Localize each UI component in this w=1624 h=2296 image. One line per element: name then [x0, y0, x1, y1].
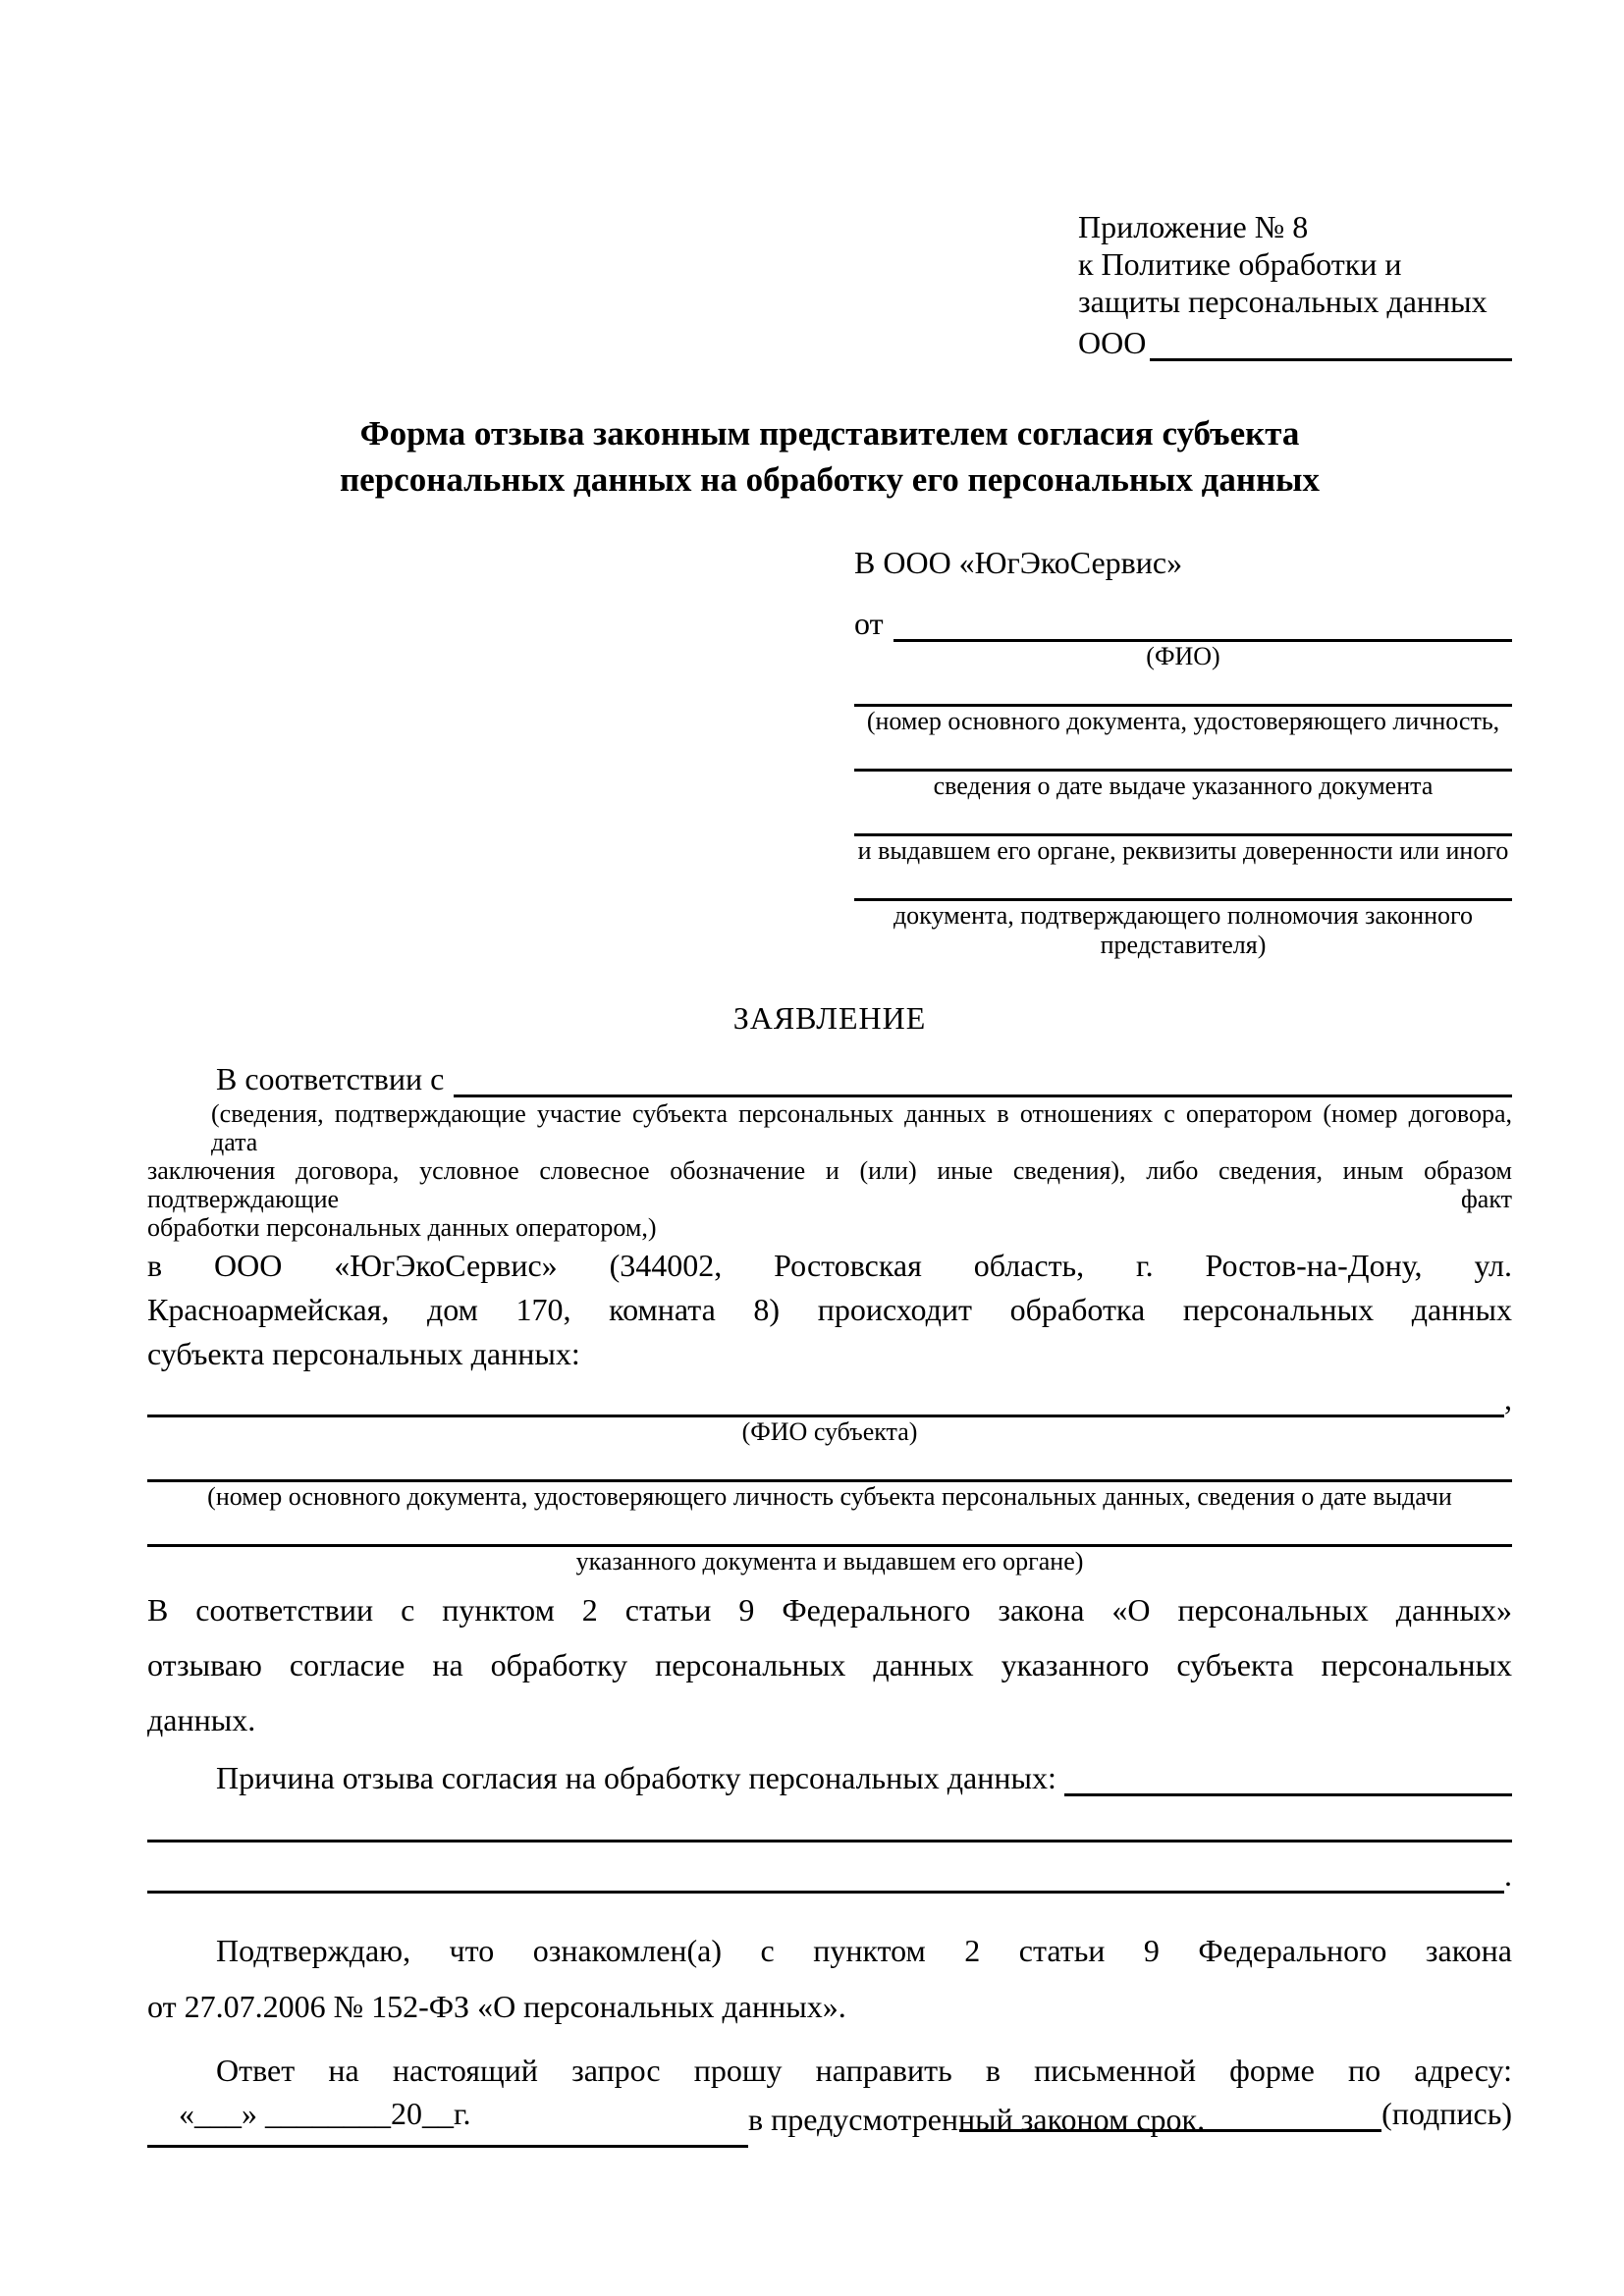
confirmation-paragraph	[147, 1923, 1512, 2035]
basis-note-line-1: (сведения, подтверждающие участие субъекта персональных данных в отношениях с оператором (номер договора, дата	[211, 1099, 1512, 1156]
addressee-block	[854, 544, 1512, 960]
appendix-line-2: к Политике обработки и	[1078, 246, 1402, 282]
appendix-line-3: защиты персональных данных	[1078, 284, 1488, 319]
statement-heading: ЗАЯВЛЕНИЕ	[732, 1000, 927, 1036]
withdrawal-paragraph	[147, 1582, 1512, 1747]
document-number-caption: (номер основного документа, удостоверяющего личность,	[866, 707, 1500, 735]
from-label: от	[854, 606, 884, 641]
ooo-label: ООО	[1078, 325, 1147, 360]
subject-name-caption: (ФИО субъекта)	[741, 1417, 918, 1446]
ooo-blank-line	[1150, 320, 1512, 361]
basis-note	[147, 1099, 1512, 1242]
issuing-authority-blank	[854, 801, 1512, 836]
reason-period: .	[1504, 1857, 1512, 1893]
fio-caption: (ФИО)	[1146, 642, 1220, 670]
signature-group	[959, 2096, 1512, 2132]
response-suffix: в предусмотренный законом срок.	[748, 2102, 1206, 2137]
page-title	[147, 410, 1512, 503]
issuing-authority-caption: и выдавшем его органе, реквизиты доверенности или иного	[857, 836, 1509, 865]
signature-blank-line	[959, 2096, 1381, 2132]
signature-footer	[147, 2089, 1512, 2132]
subject-name-row	[147, 1376, 1512, 1417]
subject-name-comma: ,	[1504, 1381, 1512, 1416]
subject-document-blank-2	[147, 1512, 1512, 1547]
confirmation-line-2: от 27.07.2006 № 152-ФЗ «О персональных данных».	[147, 1989, 846, 2024]
response-line-1: Ответ на настоящий запрос прошу направить в письменной форме по адресу:	[216, 2053, 1512, 2088]
reason-prefix: Причина отзыва согласия на обработку персональных данных:	[216, 1760, 1056, 1795]
addressee-to: В ООО «ЮгЭкоСервис»	[854, 545, 1183, 580]
basis-blank-line	[454, 1056, 1512, 1097]
reason-blank-3	[147, 1842, 1504, 1894]
appendix-line-1: Приложение № 8	[1078, 209, 1309, 244]
basis-note-line-2: заключения договора, условное словесное обозначение и (или) иные сведения), либо сведения, иным образом подтверждающие факт	[147, 1156, 1512, 1213]
page-title-line-2: персональных данных на обработку его персональных данных	[340, 460, 1320, 499]
subject-name-blank	[147, 1376, 1504, 1417]
operator-paragraph-line-1: в ООО «ЮгЭкоСервис» (344002, Ростовская область, г. Ростов-на-Дону, ул.	[147, 1248, 1512, 1283]
from-row	[854, 601, 1512, 642]
subject-document-blank-1	[147, 1447, 1512, 1482]
authority-document-caption: документа, подтверждающего полномочия законного представителя)	[893, 901, 1474, 959]
basis-row	[147, 1056, 1512, 1097]
subject-document-caption-1: (номер основного документа, удостоверяющего личность субъекта персональных данных, сведения о дате выдачи	[207, 1482, 1452, 1511]
authority-document-blank	[854, 866, 1512, 901]
operator-paragraph-line-2: Красноармейская, дом 170, комната 8) происходит обработка персональных данных	[147, 1292, 1512, 1327]
appendix-block	[1078, 208, 1512, 361]
page-title-line-1: Форма отзыва законным представителем согласия субъекта	[359, 414, 1300, 453]
issue-date-blank	[854, 736, 1512, 772]
signature-caption: (подпись)	[1381, 2096, 1512, 2131]
withdrawal-line-1: В соответствии с пунктом 2 статьи 9 Федерального закона «О персональных данных»	[147, 1592, 1512, 1628]
withdrawal-line-3: данных.	[147, 1702, 256, 1737]
representative-name-blank	[893, 601, 1512, 642]
operator-paragraph-line-3: субъекта персональных данных:	[147, 1336, 580, 1371]
basis-prefix: В соответствии с	[216, 1061, 445, 1096]
reason-row	[147, 1753, 1512, 1796]
appendix-ooo-row	[1078, 320, 1512, 361]
confirmation-line-1: Подтверждаю, что ознакомлен(а) с пунктом 2 статьи 9 Федерального закона	[216, 1933, 1512, 1968]
withdrawal-line-2: отзываю согласие на обработку персональных данных указанного субъекта персональных	[147, 1647, 1512, 1682]
date-blank: «___» ________20__г.	[179, 2096, 471, 2131]
basis-note-line-3: обработки персональных данных оператором,)	[147, 1213, 657, 1242]
reason-blank-row-3	[147, 1842, 1512, 1894]
issue-date-caption: сведения о дате выдаче указанного документа	[933, 772, 1434, 800]
reason-blank-2	[147, 1796, 1512, 1842]
subject-document-caption-2: указанного документа и выдавшем его органе)	[575, 1547, 1084, 1575]
document-number-blank	[854, 671, 1512, 707]
reason-blank-1	[1064, 1753, 1512, 1796]
operator-paragraph	[147, 1244, 1512, 1376]
